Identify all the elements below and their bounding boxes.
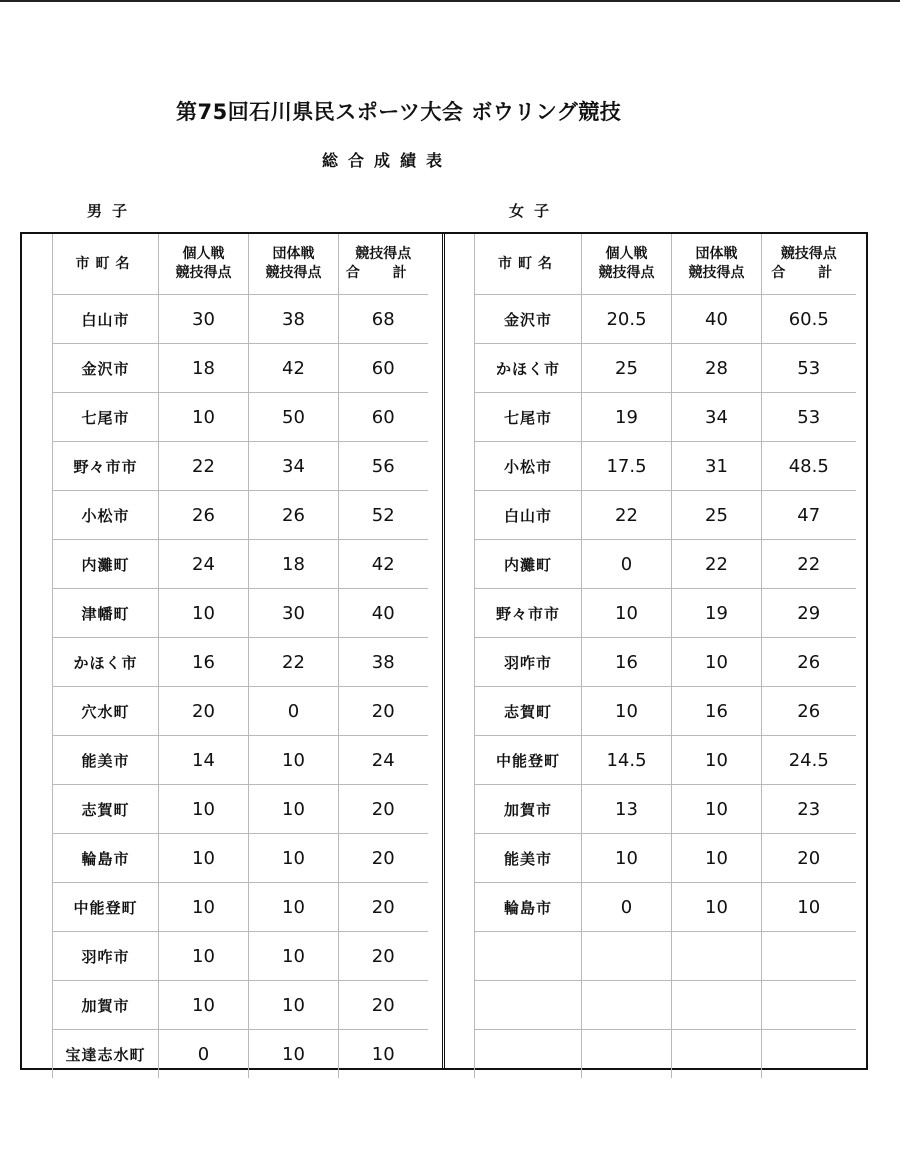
table-row: [475, 540, 856, 589]
total-score-cell: 20: [339, 834, 428, 883]
total-score-cell: 20: [339, 687, 428, 736]
table-row: [53, 589, 428, 638]
table-row: [475, 883, 856, 932]
team-score-cell: 40: [672, 295, 762, 344]
table-row: [475, 295, 856, 344]
municipality-cell: 七尾市: [475, 393, 582, 442]
individual-score-cell: 10: [159, 589, 249, 638]
table-row: [53, 344, 428, 393]
individual-score-cell: 10: [159, 393, 249, 442]
team-score-cell: [672, 932, 762, 981]
municipality-cell: 小松市: [475, 442, 582, 491]
individual-score-cell: 10: [582, 834, 672, 883]
total-score-cell: 10: [762, 883, 856, 932]
team-score-cell: 10: [249, 981, 339, 1030]
team-score-cell: 10: [249, 1030, 339, 1079]
municipality-cell: 野々市市: [475, 589, 582, 638]
center-divider: [442, 232, 445, 1070]
municipality-cell: 野々市市: [53, 442, 159, 491]
team-score-cell: 10: [249, 736, 339, 785]
table-row: [475, 834, 856, 883]
table-row: [53, 981, 428, 1030]
municipality-cell: 志賀町: [53, 785, 159, 834]
men-results-table: [52, 234, 428, 1078]
municipality-cell: 七尾市: [53, 393, 159, 442]
total-score-cell: 26: [762, 638, 856, 687]
individual-score-cell: 14.5: [582, 736, 672, 785]
total-score-cell: 26: [762, 687, 856, 736]
individual-score-cell: 26: [159, 491, 249, 540]
municipality-cell: 中能登町: [475, 736, 582, 785]
header-line-2: 競技得点: [265, 265, 322, 281]
individual-score-cell: 20.5: [582, 295, 672, 344]
municipality-cell: 内灘町: [53, 540, 159, 589]
header-line-2: 競技得点: [688, 265, 745, 281]
municipality-cell: 加賀市: [475, 785, 582, 834]
total-score-cell: 48.5: [762, 442, 856, 491]
total-score-cell: 60: [339, 344, 428, 393]
individual-score-cell: [582, 981, 672, 1030]
team-score-cell: 28: [672, 344, 762, 393]
total-score-cell: 68: [339, 295, 428, 344]
total-score-cell: 20: [339, 883, 428, 932]
individual-score-cell: [582, 932, 672, 981]
table-row: [475, 932, 856, 981]
municipality-cell: 宝達志水町: [53, 1030, 159, 1079]
women-section-label: 女子: [509, 202, 560, 220]
individual-score-cell: 18: [159, 344, 249, 393]
individual-score-cell: 20: [159, 687, 249, 736]
total-score-cell: 38: [339, 638, 428, 687]
municipality-cell: 穴水町: [53, 687, 159, 736]
header-line-1: 団体戦: [695, 246, 738, 262]
team-score-cell: 26: [249, 491, 339, 540]
individual-score-cell: 14: [159, 736, 249, 785]
municipality-cell: 津幡町: [53, 589, 159, 638]
municipality-cell: 白山市: [475, 491, 582, 540]
total-score-cell: 20: [339, 981, 428, 1030]
municipality-cell: 輪島市: [475, 883, 582, 932]
page-title: 第75回石川県民スポーツ大会 ボウリング競技: [176, 100, 622, 124]
municipality-cell: 輪島市: [53, 834, 159, 883]
team-score-cell: 18: [249, 540, 339, 589]
team-score-cell: 0: [249, 687, 339, 736]
table-row: [53, 932, 428, 981]
team-score-cell: 10: [672, 785, 762, 834]
table-row: [475, 442, 856, 491]
header-line-2: 合 計: [771, 265, 847, 281]
total-score-cell: 10: [339, 1030, 428, 1079]
table-row: [475, 736, 856, 785]
table-row: [53, 442, 428, 491]
team-score-cell: 10: [249, 834, 339, 883]
team-score-cell: 19: [672, 589, 762, 638]
municipality-cell: [475, 1030, 582, 1079]
table-row: [475, 1030, 856, 1079]
total-score-cell: 60.5: [762, 295, 856, 344]
table-row: [53, 393, 428, 442]
header-row: [53, 234, 428, 295]
table-row: [475, 687, 856, 736]
individual-score-cell: 22: [582, 491, 672, 540]
individual-score-cell: 25: [582, 344, 672, 393]
individual-score-cell: 10: [582, 589, 672, 638]
col-header-team: [672, 234, 762, 295]
table-row: [475, 638, 856, 687]
total-score-cell: 20: [339, 932, 428, 981]
table-row: [53, 834, 428, 883]
col-header-total: [339, 234, 428, 295]
team-score-cell: 16: [672, 687, 762, 736]
total-score-cell: 52: [339, 491, 428, 540]
team-score-cell: 10: [249, 883, 339, 932]
team-score-cell: 31: [672, 442, 762, 491]
team-score-cell: 38: [249, 295, 339, 344]
team-score-cell: [672, 981, 762, 1030]
table-row: [53, 295, 428, 344]
total-score-cell: 24.5: [762, 736, 856, 785]
team-score-cell: 10: [249, 785, 339, 834]
total-score-cell: 29: [762, 589, 856, 638]
total-score-cell: 40: [339, 589, 428, 638]
individual-score-cell: 13: [582, 785, 672, 834]
table-row: [53, 883, 428, 932]
total-score-cell: 56: [339, 442, 428, 491]
team-score-cell: 42: [249, 344, 339, 393]
team-score-cell: 25: [672, 491, 762, 540]
table-row: [53, 540, 428, 589]
team-score-cell: 10: [672, 883, 762, 932]
table-row: [53, 491, 428, 540]
municipality-cell: かほく市: [475, 344, 582, 393]
individual-score-cell: 0: [159, 1030, 249, 1079]
total-score-cell: 22: [762, 540, 856, 589]
individual-score-cell: 10: [159, 932, 249, 981]
total-score-cell: [762, 981, 856, 1030]
table-row: [53, 638, 428, 687]
table-row: [53, 736, 428, 785]
page-subtitle: 総合成績表: [322, 151, 453, 170]
municipality-cell: 小松市: [53, 491, 159, 540]
total-score-cell: 23: [762, 785, 856, 834]
individual-score-cell: 10: [582, 687, 672, 736]
team-score-cell: 22: [672, 540, 762, 589]
individual-score-cell: 0: [582, 540, 672, 589]
total-score-cell: 53: [762, 393, 856, 442]
total-score-cell: 20: [339, 785, 428, 834]
table-row: [475, 785, 856, 834]
municipality-cell: 内灘町: [475, 540, 582, 589]
total-score-cell: 53: [762, 344, 856, 393]
team-score-cell: 50: [249, 393, 339, 442]
municipality-cell: 志賀町: [475, 687, 582, 736]
municipality-cell: 白山市: [53, 295, 159, 344]
municipality-cell: 能美市: [475, 834, 582, 883]
municipality-cell: かほく市: [53, 638, 159, 687]
municipality-cell: [475, 932, 582, 981]
col-header-total: [762, 234, 856, 295]
table-row: [53, 1030, 428, 1079]
table-row: [475, 589, 856, 638]
table-row: [53, 687, 428, 736]
scan-edge-line: [0, 0, 900, 2]
individual-score-cell: 10: [159, 834, 249, 883]
col-header-municipality: 市町名: [53, 234, 159, 295]
municipality-cell: 金沢市: [53, 344, 159, 393]
team-score-cell: [672, 1030, 762, 1079]
col-header-individual: [159, 234, 249, 295]
municipality-cell: 羽咋市: [475, 638, 582, 687]
total-score-cell: 47: [762, 491, 856, 540]
individual-score-cell: 10: [159, 785, 249, 834]
individual-score-cell: 24: [159, 540, 249, 589]
municipality-cell: [475, 981, 582, 1030]
header-line-1: 個人戦: [605, 246, 648, 262]
header-line-1: 団体戦: [272, 246, 315, 262]
team-score-cell: 10: [672, 736, 762, 785]
individual-score-cell: 16: [159, 638, 249, 687]
header-line-1: 競技得点: [355, 246, 412, 262]
team-score-cell: 10: [672, 638, 762, 687]
individual-score-cell: 10: [159, 883, 249, 932]
header-line-2: 競技得点: [598, 265, 655, 281]
municipality-cell: 加賀市: [53, 981, 159, 1030]
header-line-1: 競技得点: [780, 246, 837, 262]
individual-score-cell: 30: [159, 295, 249, 344]
individual-score-cell: 16: [582, 638, 672, 687]
municipality-cell: 羽咋市: [53, 932, 159, 981]
table-row: [475, 344, 856, 393]
individual-score-cell: 0: [582, 883, 672, 932]
col-header-individual: [582, 234, 672, 295]
individual-score-cell: [582, 1030, 672, 1079]
individual-score-cell: 22: [159, 442, 249, 491]
municipality-cell: 中能登町: [53, 883, 159, 932]
header-line-2: 合 計: [345, 265, 421, 281]
total-score-cell: [762, 1030, 856, 1079]
team-score-cell: 34: [249, 442, 339, 491]
total-score-cell: 20: [762, 834, 856, 883]
total-score-cell: 42: [339, 540, 428, 589]
table-row: [475, 491, 856, 540]
col-header-team: [249, 234, 339, 295]
table-row: [53, 785, 428, 834]
table-row: [475, 981, 856, 1030]
header-line-1: 個人戦: [182, 246, 225, 262]
municipality-cell: 金沢市: [475, 295, 582, 344]
total-score-cell: 24: [339, 736, 428, 785]
individual-score-cell: 17.5: [582, 442, 672, 491]
team-score-cell: 22: [249, 638, 339, 687]
team-score-cell: 30: [249, 589, 339, 638]
team-score-cell: 10: [249, 932, 339, 981]
total-score-cell: 60: [339, 393, 428, 442]
col-header-municipality: 市町名: [475, 234, 582, 295]
municipality-cell: 能美市: [53, 736, 159, 785]
individual-score-cell: 19: [582, 393, 672, 442]
individual-score-cell: 10: [159, 981, 249, 1030]
men-section-label: 男子: [87, 202, 138, 220]
team-score-cell: 10: [672, 834, 762, 883]
team-score-cell: 34: [672, 393, 762, 442]
total-score-cell: [762, 932, 856, 981]
women-results-table: [474, 234, 856, 1078]
header-row: [475, 234, 856, 295]
table-row: [475, 393, 856, 442]
header-line-2: 競技得点: [175, 265, 232, 281]
